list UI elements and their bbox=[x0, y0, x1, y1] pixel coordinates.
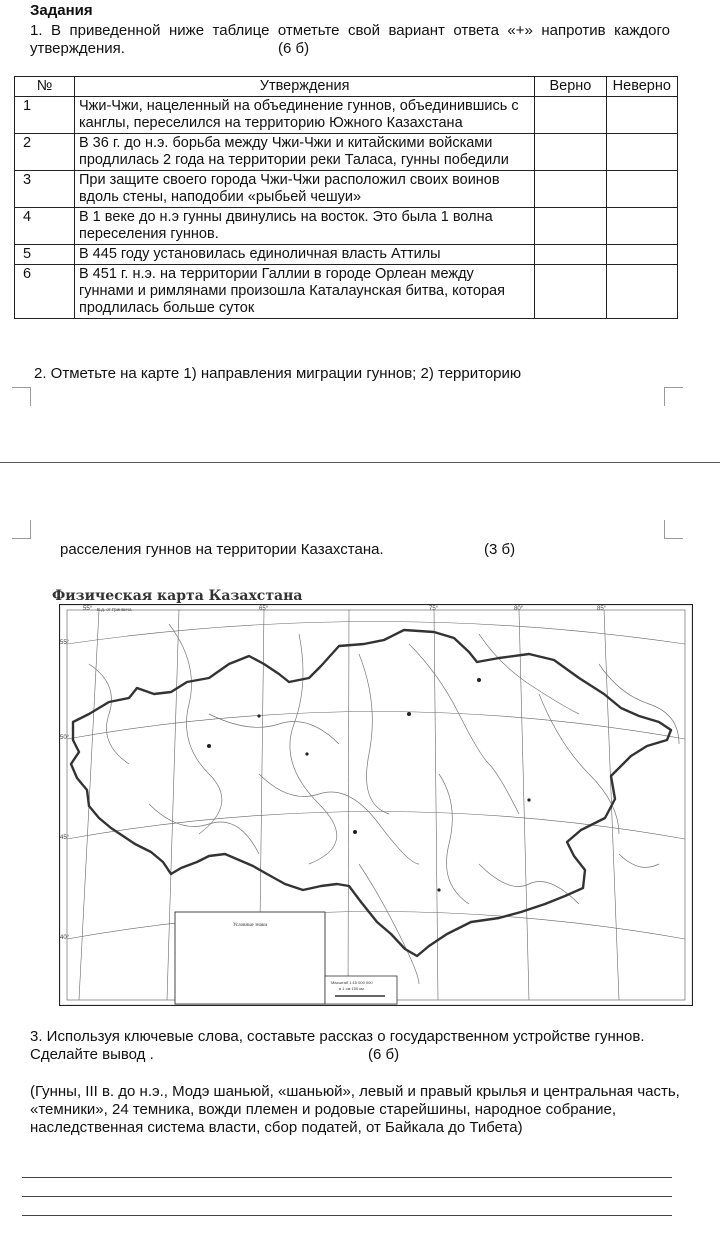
task-3-points: (6 б) bbox=[368, 1046, 400, 1063]
col-number-header: № bbox=[15, 77, 75, 97]
map-scale-subtext: в 1 см 150 км bbox=[339, 986, 364, 991]
latitude-label: 50° bbox=[60, 735, 70, 741]
false-answer-cell[interactable] bbox=[606, 208, 677, 245]
true-answer-cell[interactable] bbox=[535, 97, 606, 134]
statements-table bbox=[14, 76, 678, 319]
latitude-label: 45° bbox=[60, 835, 70, 841]
page-corner-mark bbox=[12, 520, 31, 539]
true-answer-cell[interactable] bbox=[535, 245, 606, 265]
task-3-instruction bbox=[30, 1028, 680, 1064]
row-number: 6 bbox=[15, 265, 75, 319]
table-row bbox=[15, 97, 678, 134]
latitude-label: 40° bbox=[60, 935, 70, 941]
longitude-label: 80° bbox=[514, 606, 524, 612]
map-frame bbox=[60, 605, 693, 1006]
row-statement: В 445 году установилась единоличная власть Аттилы bbox=[74, 245, 534, 265]
answer-line[interactable] bbox=[22, 1215, 672, 1216]
row-statement: В 1 веке до н.э гунны двинулись на восток. Это была 1 волна переселения гуннов. bbox=[74, 208, 534, 245]
table-row bbox=[15, 208, 678, 245]
table-row bbox=[15, 265, 678, 319]
true-answer-cell[interactable] bbox=[535, 265, 606, 319]
answer-line[interactable] bbox=[22, 1177, 672, 1178]
row-number: 4 bbox=[15, 208, 75, 245]
map-scale-text: Масштаб 1:15 000 000 bbox=[331, 980, 373, 985]
longitude-label: 65° bbox=[259, 606, 269, 612]
task-1-text: 1. В приведенной ниже таблице отметьте свой вариант ответа «+» напротив каждого утверждения. bbox=[30, 22, 670, 57]
row-number: 3 bbox=[15, 171, 75, 208]
page-separator bbox=[0, 462, 720, 463]
page-heading: Задания bbox=[30, 2, 93, 19]
row-statement: В 451 г. н.э. на территории Галлии в городе Орлеан между гуннами и римлянами произошла Каталаунская битва, которая продлилась больше суток bbox=[74, 265, 534, 319]
task-2-instruction: 2. Отметьте на карте 1) направления миграции гуннов; 2) территорию bbox=[34, 365, 522, 382]
map-title: Физическая карта Казахстана bbox=[52, 588, 303, 604]
task-1-points: (6 б) bbox=[278, 40, 310, 57]
false-answer-cell[interactable] bbox=[606, 171, 677, 208]
false-answer-cell[interactable] bbox=[606, 265, 677, 319]
task-3-text: 3. Используя ключевые слова, составьте рассказ о государственном устройстве гуннов. Сделайте вывод . bbox=[30, 1028, 645, 1063]
true-answer-cell[interactable] bbox=[535, 171, 606, 208]
false-answer-cell[interactable] bbox=[606, 97, 677, 134]
row-statement: В 36 г. до н.э. борьба между Чжи-Чжи и китайскими войсками продлилась 2 года на территории реки Таласа, гунны победили bbox=[74, 134, 534, 171]
table-row bbox=[15, 245, 678, 265]
row-number: 2 bbox=[15, 134, 75, 171]
latitude-label: 55° bbox=[60, 640, 70, 646]
task-1-instruction bbox=[30, 22, 670, 58]
page-corner-mark bbox=[664, 387, 683, 406]
task-3-keywords: (Гунны, III в. до н.э., Модэ шаньюй, «шаньюй», левый и правый крылья и центральная часть, «темники», 24 темника, вожди племен и родовые старейшины, народное собрание, наследственная система власти, сбор податей, от Байкала до Тибета) bbox=[30, 1083, 680, 1136]
col-true-header: Верно bbox=[535, 77, 606, 97]
table-row bbox=[15, 134, 678, 171]
page-corner-mark bbox=[664, 520, 683, 539]
row-number: 1 bbox=[15, 97, 75, 134]
row-statement: Чжи-Чжи, нацеленный на объединение гуннов, объединившись с канглы, переселился на территорию Южного Казахстана bbox=[74, 97, 534, 134]
longitude-label: 55° bbox=[83, 606, 93, 612]
table-header-row bbox=[15, 77, 678, 97]
kazakhstan-outline-map[interactable] bbox=[59, 604, 693, 1006]
row-statement: При защите своего города Чжи-Чжи расположил своих воинов вдоль стены, наподобии «рыбьей чешуи» bbox=[74, 171, 534, 208]
longitude-label: 75° bbox=[429, 606, 439, 612]
longitude-label: 85° bbox=[597, 606, 607, 612]
greenwich-label: В.д. от Гринвича bbox=[97, 607, 132, 612]
col-false-header: Неверно bbox=[606, 77, 677, 97]
false-answer-cell[interactable] bbox=[606, 134, 677, 171]
answer-line[interactable] bbox=[22, 1196, 672, 1197]
task-2-points: (3 б) bbox=[484, 541, 516, 558]
task-2-instruction-continued: расселения гуннов на территории Казахстана. bbox=[60, 541, 384, 558]
row-number: 5 bbox=[15, 245, 75, 265]
map-legend-title: Условные знаки bbox=[233, 923, 267, 928]
col-statement-header: Утверждения bbox=[74, 77, 534, 97]
true-answer-cell[interactable] bbox=[535, 134, 606, 171]
table-row bbox=[15, 171, 678, 208]
true-answer-cell[interactable] bbox=[535, 208, 606, 245]
page-corner-mark bbox=[12, 387, 31, 406]
false-answer-cell[interactable] bbox=[606, 245, 677, 265]
